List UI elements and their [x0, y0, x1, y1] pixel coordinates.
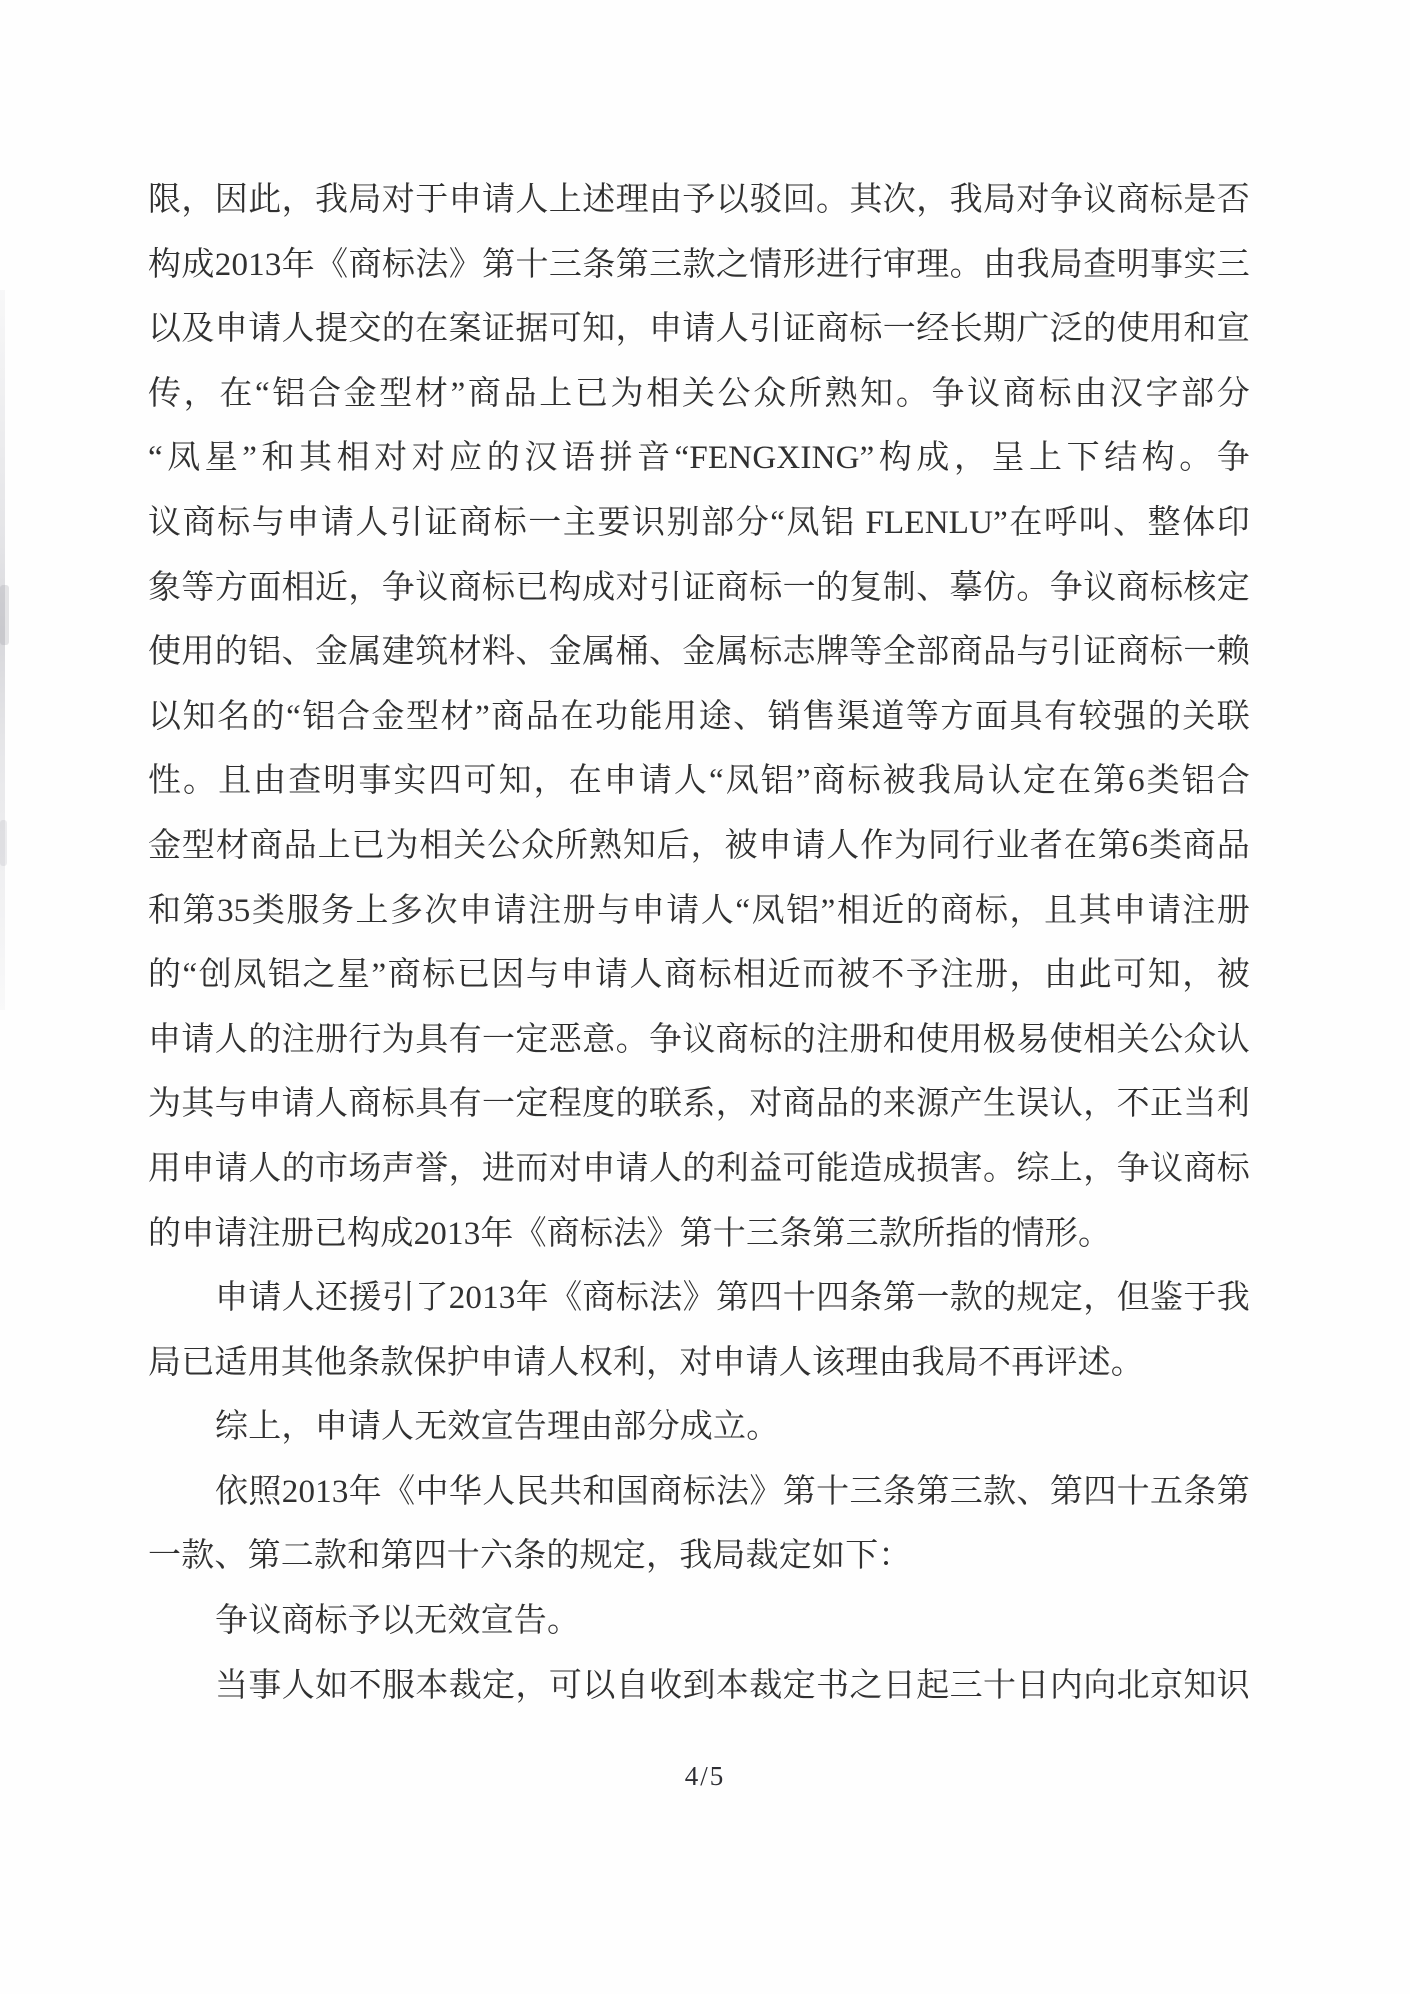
- text-line: 以及申请人提交的在案证据可知，申请人引证商标一经长期广泛的使用和宣: [148, 311, 1250, 348]
- text-line: 和第35类服务上多次申请注册与申请人“凤铝”相近的商标，且其申请注册: [148, 892, 1250, 929]
- text-line: 金型材商品上已为相关公众所熟知后，被申请人作为同行业者在第6类商品: [148, 827, 1250, 864]
- text-line paragraph-end: 的申请注册已构成2013年《商标法》第十三条第三款所指的情形。: [148, 1215, 1112, 1252]
- text-line: 议商标与申请人引证商标一主要识别部分“凤铝 FLENLU”在呼叫、整体印: [148, 504, 1250, 541]
- text-line paragraph-start: 当事人如不服本裁定，可以自收到本裁定书之日起三十日内向北京知识: [215, 1667, 1250, 1704]
- text-line paragraph-end: 一款、第二款和第四十六条的规定，我局裁定如下：: [148, 1538, 912, 1575]
- text-line: 性。且由查明事实四可知，在申请人“凤铝”商标被我局认定在第6类铝合: [148, 763, 1250, 800]
- text-line paragraph-start: 申请人还援引了2013年《商标法》第四十四条第一款的规定，但鉴于我: [215, 1280, 1250, 1317]
- text-line: 构成2013年《商标法》第十三条第三款之情形进行审理。由我局查明事实三: [148, 246, 1250, 283]
- text-line paragraph-start: 依照2013年《中华人民共和国商标法》第十三条第三款、第四十五条第: [215, 1473, 1250, 1510]
- page-number: 4/5: [684, 1761, 726, 1791]
- text-line paragraph-end: 局已适用其他条款保护申请人权利，对申请人该理由我局不再评述。: [148, 1344, 1144, 1381]
- text-line paragraph: 综上，申请人无效宣告理由部分成立。: [215, 1409, 780, 1446]
- text-line: 传，在“铝合金型材”商品上已为相关公众所熟知。争议商标由汉字部分: [148, 375, 1250, 412]
- text-line: 限，因此，我局对于申请人上述理由予以驳回。其次，我局对争议商标是否: [148, 182, 1250, 218]
- scan-edge-smudge: [0, 585, 9, 645]
- text-line: 使用的铝、金属建筑材料、金属桶、金属标志牌等全部商品与引证商标一赖: [148, 634, 1250, 671]
- text-line: 用申请人的市场声誉，进而对申请人的利益可能造成损害。综上，争议商标: [148, 1150, 1250, 1187]
- text-line: 以知名的“铝合金型材”商品在功能用途、销售渠道等方面具有较强的关联: [148, 698, 1250, 735]
- text-line: 象等方面相近，争议商标已构成对引证商标一的复制、摹仿。争议商标核定: [148, 569, 1250, 606]
- text-line paragraph: 争议商标予以无效宣告。: [215, 1603, 581, 1640]
- scan-edge-smudge: [0, 820, 7, 866]
- text-line: 的“创凤铝之星”商标已因与申请人商标相近而被不予注册，由此可知，被: [148, 957, 1250, 994]
- text-line: 申请人的注册行为具有一定恶意。争议商标的注册和使用极易使相关公众认: [148, 1021, 1250, 1058]
- document-body-text: [148, 168, 1250, 1718]
- scan-edge-artifact: [0, 290, 5, 1010]
- text-line: 为其与申请人商标具有一定程度的联系，对商品的来源产生误认，不正当利: [148, 1086, 1250, 1123]
- text-line: “凤星”和其相对对应的汉语拼音“FENGXING”构成，呈上下结构。争: [148, 440, 1250, 477]
